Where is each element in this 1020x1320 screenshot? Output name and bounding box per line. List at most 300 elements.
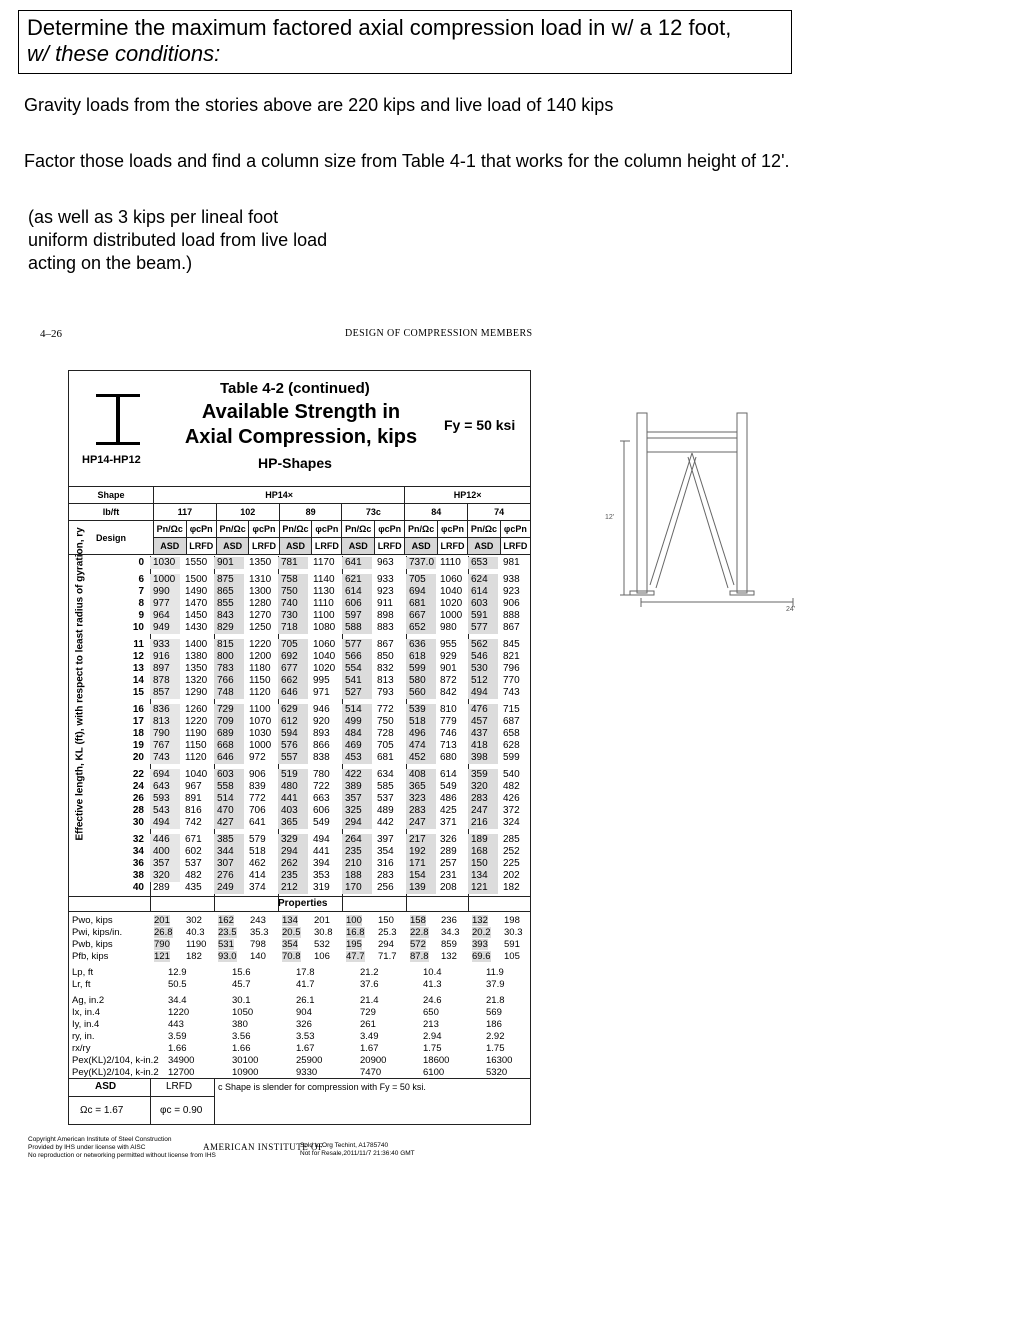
gravity-loads-text: Gravity loads from the stories above are 220 kips and live load of 140 kips [24, 95, 614, 115]
property-value: 93.0 [218, 951, 237, 962]
strength-value: 705 [377, 740, 394, 751]
strength-value: 394 [313, 858, 330, 869]
property-value: 201 [314, 915, 330, 926]
strength-value: 494 [313, 834, 330, 845]
property-value: 790 [154, 939, 170, 950]
page-number: 4–26 [40, 328, 62, 340]
property-value: 9330 [296, 1067, 318, 1078]
property-value: 37.6 [360, 979, 379, 990]
property-value: 1.66 [232, 1043, 251, 1054]
strength-value: 867 [377, 639, 394, 650]
property-value: 162 [218, 915, 234, 926]
property-value: 3.49 [360, 1031, 379, 1042]
yield-strength: Fy = 50 ksi [444, 417, 516, 433]
property-label: Pfb, kips [72, 951, 109, 962]
kl-value: 9 [138, 610, 144, 621]
uniform-load-note [28, 206, 327, 275]
copyright-line: Copyright American Institute of Steel Construction [28, 1136, 172, 1143]
strength-value: 400 [150, 846, 180, 858]
kl-value: 20 [132, 752, 144, 763]
strength-value: 494 [150, 817, 180, 829]
property-value: 15.6 [232, 967, 251, 978]
property-label: Ag, in.2 [72, 995, 105, 1006]
kl-value: 15 [132, 687, 144, 698]
kl-value: 18 [132, 728, 144, 739]
strength-value: 593 [150, 793, 180, 805]
strength-value: 1110 [440, 557, 461, 568]
strength-value: 850 [377, 651, 394, 662]
strength-value: 1150 [249, 675, 271, 686]
strength-value: 121 [468, 882, 498, 894]
property-value: 20.5 [282, 927, 301, 938]
strength-value: 1180 [249, 663, 271, 674]
strength-value: 706 [249, 805, 266, 816]
strength-value: 372 [503, 805, 520, 816]
strength-value: 1400 [185, 639, 208, 650]
strength-value: 748 [214, 687, 244, 699]
strength-value: 929 [440, 651, 457, 662]
strength-value: 588 [342, 622, 372, 634]
strength-value: 316 [377, 858, 394, 869]
strength-value: 845 [503, 639, 520, 650]
lrfd-label: LRFD [312, 538, 342, 555]
strength-value: 790 [150, 728, 180, 740]
strength-value: 1100 [249, 704, 271, 715]
footer-asd: ASD [95, 1081, 117, 1092]
strength-value: 1000 [440, 610, 463, 621]
strength-value: 689 [214, 728, 244, 740]
kl-value: 32 [132, 834, 144, 845]
strength-value: 813 [377, 675, 394, 686]
strength-value: 599 [503, 752, 520, 763]
property-value: 294 [378, 939, 394, 950]
strength-value: 357 [342, 793, 372, 805]
strength-value: 283 [406, 805, 436, 817]
strength-value: 746 [440, 728, 457, 739]
strength-value: 866 [313, 740, 330, 751]
property-value: 443 [168, 1019, 184, 1030]
strength-value: 577 [468, 622, 498, 634]
property-value: 302 [186, 915, 202, 926]
strength-value: 722 [313, 781, 330, 792]
property-value: 1050 [232, 1007, 254, 1018]
strength-value: 718 [278, 622, 308, 634]
property-value: 41.3 [423, 979, 442, 990]
property-value: 650 [423, 1007, 439, 1018]
strength-value: 192 [406, 846, 436, 858]
strength-value: 1120 [185, 752, 207, 763]
strength-value: 1170 [313, 557, 335, 568]
strength-value: 518 [406, 716, 436, 728]
strength-value: 737.0 [406, 557, 436, 569]
strength-value: 1350 [185, 663, 208, 674]
strength-value: 758 [278, 574, 308, 586]
property-value: 105 [504, 951, 520, 962]
strength-value: 482 [503, 781, 520, 792]
strength-value: 729 [214, 704, 244, 716]
property-value: 2.94 [423, 1031, 442, 1042]
asd-col-head: Pn/Ωc [154, 521, 187, 538]
strength-value: 150 [468, 858, 498, 870]
strength-value: 705 [278, 639, 308, 651]
strength-value: 1250 [249, 622, 272, 633]
strength-value: 374 [249, 882, 266, 893]
strength-value: 796 [503, 663, 520, 674]
property-value: 21.2 [360, 967, 379, 978]
strength-value: 486 [440, 793, 457, 804]
strength-value: 359 [468, 769, 498, 781]
strength-value: 1000 [150, 574, 180, 586]
property-value: 26.1 [296, 995, 315, 1006]
strength-value: 800 [214, 651, 244, 663]
property-value: 198 [504, 915, 520, 926]
strength-value: 482 [185, 870, 202, 881]
copyright-line: Provided by IHS under license with AISC [28, 1144, 146, 1151]
strength-value: 427 [214, 817, 244, 829]
strength-value: 256 [377, 882, 394, 893]
property-value: 1.75 [423, 1043, 442, 1054]
strength-value: 518 [249, 846, 266, 857]
strength-value: 730 [278, 610, 308, 622]
strength-value: 614 [440, 769, 457, 780]
strength-value: 981 [503, 557, 520, 568]
strength-value: 289 [153, 882, 170, 893]
property-value: 16.8 [346, 927, 365, 938]
strength-column [310, 557, 340, 894]
strength-value: 247 [468, 805, 498, 817]
strength-value: 933 [150, 639, 180, 651]
table-subtitle-2: Axial Compression, kips [184, 426, 418, 448]
property-label: Pex(KL)2/104, k-in.2 [72, 1055, 159, 1066]
property-value: 25.3 [378, 927, 397, 938]
strength-value: 469 [342, 740, 372, 752]
property-value: 22.8 [410, 927, 429, 938]
strength-value: 781 [278, 557, 308, 569]
strength-value: 815 [214, 639, 244, 651]
strength-value: 855 [214, 598, 244, 610]
left-column [637, 413, 647, 593]
strength-value: 171 [406, 858, 436, 870]
beam [647, 432, 737, 452]
title-line-1: Determine the maximum factored axial compression load in w/ a 12 foot, [27, 15, 732, 40]
asd-col-head: Pn/Ωc [405, 521, 438, 538]
strength-value: 955 [440, 639, 457, 650]
lrfd-col-head: φcPn [249, 521, 279, 538]
property-value: 3.53 [296, 1031, 315, 1042]
strength-value: 923 [377, 586, 394, 597]
strength-value: 829 [214, 622, 244, 634]
strength-value: 614 [468, 586, 498, 598]
property-value: 3.59 [168, 1031, 187, 1042]
strength-value: 319 [313, 882, 330, 893]
width-dimension: 24' [786, 606, 796, 613]
strength-value: 750 [377, 716, 394, 727]
strength-value: 512 [468, 675, 498, 687]
property-value: 531 [218, 939, 234, 950]
table-subtitle-1: Available Strength in [201, 401, 401, 423]
kl-value: 11 [133, 639, 144, 650]
strength-value: 1040 [185, 769, 208, 780]
property-value: 121 [154, 951, 170, 962]
property-value: 532 [314, 939, 330, 950]
strength-value: 139 [406, 882, 436, 894]
strength-value: 1260 [185, 704, 208, 715]
strength-value: 772 [249, 793, 266, 804]
sold-to-block [300, 1142, 415, 1158]
strength-value: 770 [503, 675, 520, 686]
property-value: 100 [346, 915, 362, 926]
strength-value: 652 [406, 622, 436, 634]
strength-value: 967 [185, 781, 202, 792]
strength-value: 1200 [249, 651, 272, 662]
strength-value: 365 [278, 817, 308, 829]
strength-value: 671 [185, 834, 202, 845]
strength-value: 354 [377, 846, 394, 857]
strength-value: 1280 [249, 598, 272, 609]
strength-value: 408 [406, 769, 436, 781]
property-value: 47.7 [346, 951, 365, 962]
strength-value: 602 [185, 846, 202, 857]
asd-label: ASD [279, 538, 312, 555]
copyright-block [28, 1136, 216, 1160]
strength-value: 1140 [313, 574, 335, 585]
strength-value: 780 [313, 769, 330, 780]
title-line-2: w/ these conditions: [27, 41, 221, 66]
strength-value: 541 [342, 675, 372, 687]
kl-value: 10 [132, 622, 144, 633]
property-value: 40.3 [186, 927, 205, 938]
strength-value: 397 [377, 834, 394, 845]
footer-lrfd: LRFD [166, 1081, 193, 1092]
property-value: 34900 [168, 1055, 195, 1066]
asd-col-head: Pn/Ωc [216, 521, 249, 538]
strength-value: 1060 [440, 574, 463, 585]
strength-value: 779 [440, 716, 457, 727]
kl-value: 12 [132, 651, 144, 662]
strength-value: 949 [150, 622, 180, 634]
strength-value: 977 [150, 598, 180, 610]
property-value: 591 [504, 939, 520, 950]
strength-value: 709 [214, 716, 244, 728]
strength-value: 580 [406, 675, 436, 687]
strength-value: 543 [150, 805, 180, 817]
property-value: 70.8 [282, 951, 301, 962]
lrfd-label: LRFD [375, 538, 405, 555]
strength-value: 810 [440, 704, 457, 715]
strength-value: 606 [313, 805, 330, 816]
hp12-header: HP12× [405, 487, 531, 504]
strength-value: 585 [377, 781, 394, 792]
strength-value: 920 [313, 716, 330, 727]
strength-value: 677 [278, 663, 308, 675]
strength-value: 546 [468, 651, 498, 663]
strength-value: 283 [468, 793, 498, 805]
strength-value: 558 [214, 781, 244, 793]
left-brace [650, 453, 692, 585]
strength-value: 1000 [249, 740, 272, 751]
strength-value: 990 [150, 586, 180, 598]
kl-column [118, 557, 144, 894]
strength-value: 212 [278, 882, 308, 894]
strength-value: 878 [150, 675, 180, 687]
grid-line [150, 1078, 151, 1125]
property-value: 5320 [486, 1067, 508, 1078]
weight-84: 84 [405, 504, 468, 521]
strength-value: 681 [406, 598, 436, 610]
kl-value: 28 [132, 805, 144, 816]
property-value: 41.7 [296, 979, 315, 990]
property-value: 34.4 [168, 995, 187, 1006]
property-value: 87.8 [410, 951, 429, 962]
strength-column [150, 557, 180, 894]
strength-value: 1110 [313, 598, 334, 609]
strength-value: 462 [249, 858, 266, 869]
strength-value: 249 [214, 882, 244, 894]
property-value: 30.8 [314, 927, 333, 938]
property-value: 1.67 [360, 1043, 379, 1054]
height-dimension: 12' [605, 514, 615, 521]
strength-value: 597 [342, 610, 372, 622]
strength-value: 938 [503, 574, 520, 585]
property-value: 1.75 [486, 1043, 505, 1054]
properties-title: Properties [278, 898, 328, 909]
strength-value: 687 [503, 716, 520, 727]
strength-value: 964 [150, 610, 180, 622]
table-header [68, 486, 531, 555]
strength-value: 793 [377, 687, 394, 698]
effective-length-axis-label: Effective length, KL (ft), with respect to least radius of gyration, ry [74, 527, 86, 841]
lrfd-col-head: φcPn [500, 521, 530, 538]
strength-value: 946 [313, 704, 330, 715]
strength-value: 357 [150, 858, 180, 870]
strength-value: 134 [468, 870, 498, 882]
strength-value: 489 [377, 805, 394, 816]
strength-value: 667 [406, 610, 436, 622]
strength-value: 325 [342, 805, 372, 817]
strength-column [182, 557, 212, 894]
property-label: Iy, in.4 [72, 1019, 100, 1030]
strength-value: 549 [440, 781, 457, 792]
strength-value: 323 [406, 793, 436, 805]
property-value: 798 [250, 939, 266, 950]
table-subtitle [178, 400, 424, 450]
property-value: 106 [314, 951, 330, 962]
property-value: 1220 [168, 1007, 190, 1018]
strength-value: 643 [150, 781, 180, 793]
strength-column [246, 557, 276, 894]
strength-value: 576 [278, 740, 308, 752]
property-value: 23.5 [218, 927, 237, 938]
lrfd-label: LRFD [249, 538, 279, 555]
strength-value: 329 [278, 834, 308, 846]
property-value: 45.7 [232, 979, 251, 990]
strength-value: 457 [468, 716, 498, 728]
strength-value: 694 [406, 586, 436, 598]
strength-column [468, 557, 498, 894]
property-value: 50.5 [168, 979, 187, 990]
property-value: 261 [360, 1019, 376, 1030]
strength-value: 1120 [249, 687, 271, 698]
strength-value: 606 [342, 598, 372, 610]
strength-value: 839 [249, 781, 266, 792]
property-value: 34.3 [441, 927, 460, 938]
strength-value: 767 [150, 740, 180, 752]
kl-value: 14 [132, 675, 144, 686]
strength-value: 289 [440, 846, 457, 857]
kl-value: 19 [132, 740, 144, 751]
strength-value: 1270 [249, 610, 272, 621]
strength-value: 217 [406, 834, 436, 846]
property-label: rx/ry [72, 1043, 91, 1054]
strength-value: 1290 [185, 687, 208, 698]
strength-value: 832 [377, 663, 394, 674]
strength-value: 285 [503, 834, 520, 845]
strength-value: 898 [377, 610, 394, 621]
property-value: 572 [410, 939, 426, 950]
braced-frame-drawing [600, 405, 800, 615]
strength-value: 168 [468, 846, 498, 858]
strength-value: 540 [503, 769, 520, 780]
weight-73: 73c [342, 504, 405, 521]
strength-value: 1550 [185, 557, 208, 568]
property-value: 30.1 [232, 995, 251, 1006]
strength-value: 772 [377, 704, 394, 715]
strength-value: 549 [313, 817, 330, 828]
strength-value: 658 [503, 728, 520, 739]
strength-value: 422 [342, 769, 372, 781]
property-value: 25900 [296, 1055, 323, 1066]
lrfd-label: LRFD [500, 538, 530, 555]
uniform-line-1: (as well as 3 kips per lineal foot [28, 207, 279, 227]
strength-value: 276 [214, 870, 244, 882]
strength-value: 365 [406, 781, 436, 793]
strength-value: 1130 [313, 586, 335, 597]
shape-header: Shape [69, 487, 154, 504]
strength-value: 621 [342, 574, 372, 586]
property-label: Pwo, kips [72, 915, 113, 926]
property-label: Lp, ft [72, 967, 94, 978]
strength-value: 182 [503, 882, 520, 893]
strength-value: 646 [278, 687, 308, 699]
strength-value: 680 [440, 752, 457, 763]
strength-value: 320 [468, 781, 498, 793]
property-value: 729 [360, 1007, 376, 1018]
strength-value: 897 [150, 663, 180, 675]
strength-value: 636 [406, 639, 436, 651]
strength-value: 629 [278, 704, 308, 716]
strength-value: 202 [503, 870, 520, 881]
strength-value: 872 [440, 675, 457, 686]
strength-value: 425 [440, 805, 457, 816]
kl-value: 24 [132, 781, 144, 792]
strength-value: 530 [468, 663, 498, 675]
strength-value: 653 [468, 557, 498, 569]
strength-value: 514 [342, 704, 372, 716]
strength-value: 446 [150, 834, 180, 846]
strength-value: 906 [503, 598, 520, 609]
weight-74: 74 [468, 504, 531, 521]
strength-value: 1320 [185, 675, 208, 686]
property-value: 904 [296, 1007, 312, 1018]
strength-value: 743 [150, 752, 180, 764]
strength-value: 857 [150, 687, 180, 699]
property-value: 134 [282, 915, 298, 926]
strength-value: 452 [406, 752, 436, 764]
strength-value: 867 [503, 622, 520, 633]
strength-value: 668 [214, 740, 244, 752]
strength-value: 514 [214, 793, 244, 805]
strength-value: 426 [503, 793, 520, 804]
